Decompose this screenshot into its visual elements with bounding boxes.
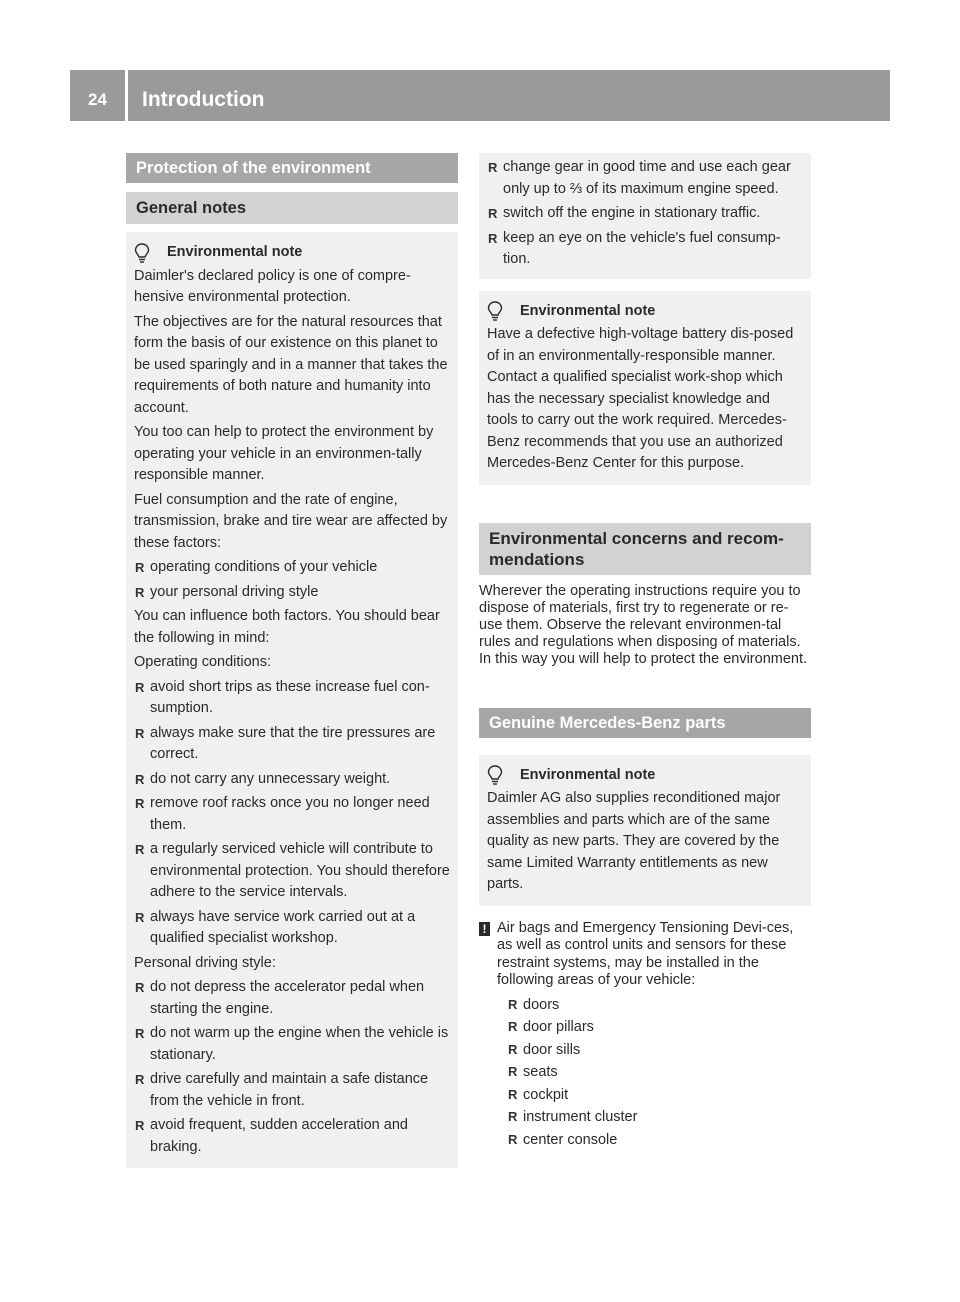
- paragraph: Daimler's declared policy is one of compre-hensive environmental protection.: [134, 267, 411, 305]
- operating-conditions-label: Operating conditions:: [134, 654, 272, 670]
- list-item: R door pillars: [507, 1016, 811, 1039]
- list-item: R keep an eye on the vehicle's fuel consump-tion.: [487, 228, 803, 271]
- list-item: R doors: [507, 994, 811, 1017]
- paragraph: You too can help to protect the environment by operating your vehicle in an environmen-tally responsible manner.: [134, 424, 434, 483]
- left-column: [126, 153, 458, 1168]
- note-label: Environmental note: [520, 766, 656, 783]
- list-item: R avoid frequent, sudden acceleration and braking.: [134, 1115, 450, 1158]
- list-item: R avoid short trips as these increase fuel con-sumption.: [134, 677, 450, 720]
- paragraph: Fuel consumption and the rate of engine, transmission, brake and tire wear are affected by these factors:: [134, 491, 448, 551]
- section-title-genuine-parts: Genuine Mercedes-Benz parts: [479, 708, 811, 738]
- list-item: R door sills: [507, 1039, 811, 1062]
- lightbulb-icon: [487, 301, 503, 321]
- note-heading: [487, 301, 803, 323]
- list-item: R a regularly serviced vehicle will contribute to environmental protection. You should therefore adhere to the service intervals.: [134, 839, 450, 904]
- list-item: R always make sure that the tire pressures are correct.: [134, 723, 450, 766]
- list-item: R center console: [507, 1129, 811, 1152]
- concerns-paragraph: Wherever the operating instructions require you to dispose of materials, first try to regenerate or re-use them. Observe the relevant environmen-tal rules and regulations when disposing of materials. In this way you will help to protect the environment.: [479, 582, 808, 667]
- list-item: R remove roof racks once you no longer need them.: [134, 793, 450, 836]
- note-label: Environmental note: [167, 244, 303, 260]
- list-item: R your personal driving style: [134, 582, 450, 604]
- section-title-environmental-concerns: Environmental concerns and recom-mendations: [479, 523, 811, 575]
- right-column: [479, 153, 811, 1151]
- list-item: R do not carry any unnecessary weight.: [134, 769, 450, 791]
- list-item: R do not depress the accelerator pedal when starting the engine.: [134, 977, 450, 1020]
- subsection-title-general-notes: General notes: [126, 192, 458, 224]
- warning-text: Air bags and Emergency Tensioning Devi-ces, as well as control units and sensors for these restraint systems, may be installed in the following areas of your vehicle:: [497, 919, 794, 988]
- page-header: [70, 70, 890, 121]
- list-item: R cockpit: [507, 1084, 811, 1107]
- list-item: R switch off the engine in stationary traffic.: [487, 203, 803, 225]
- warning-icon: !: [479, 922, 490, 936]
- battery-note-box: [479, 291, 811, 485]
- note-heading: [134, 242, 450, 264]
- warning-block: [479, 920, 811, 1152]
- list-item: R instrument cluster: [507, 1106, 811, 1129]
- lightbulb-icon: [487, 765, 503, 785]
- note-label: Environmental note: [520, 302, 656, 319]
- paragraph: Daimler AG also supplies reconditioned major assemblies and parts which are of the same quality as new parts. They are covered by the same Limited Warranty entitlements as new parts.: [487, 790, 781, 892]
- page-number: 24: [88, 90, 107, 109]
- note-heading: [487, 765, 803, 787]
- driving-style-label: Personal driving style:: [134, 954, 276, 971]
- list-item: R drive carefully and maintain a safe distance from the vehicle in front.: [134, 1069, 450, 1112]
- list-item: R change gear in good time and use each gear only up to ⅔ of its maximum engine speed.: [487, 157, 803, 200]
- list-item: R seats: [507, 1061, 811, 1084]
- paragraph: The objectives are for the natural resources that form the basis of our existence on this planet to be used sparingly and in a manner that takes the requirements of both nature and humanity into account.: [134, 313, 448, 416]
- areas-list: [507, 994, 811, 1152]
- continued-note-box: [479, 153, 811, 279]
- lightbulb-icon: [134, 243, 150, 263]
- list-item: R always have service work carried out at a qualified specialist workshop.: [134, 907, 450, 950]
- chapter-title: Introduction: [142, 88, 265, 111]
- header-divider: [125, 70, 128, 121]
- paragraph: You can influence both factors. You should bear the following in mind:: [134, 608, 440, 646]
- list-item: R do not warm up the engine when the vehicle is stationary.: [134, 1023, 450, 1066]
- parts-note-box: [479, 755, 811, 906]
- environmental-note-box: [126, 232, 458, 1168]
- section-title-protection: Protection of the environment: [126, 153, 458, 183]
- list-item: R operating conditions of your vehicle: [134, 557, 450, 579]
- paragraph: Have a defective high-voltage battery dis-posed of in an environmentally-responsible manner. Contact a qualified specialist work-shop which has the necessary specialist knowledge and tools to carry out the work required. Mercedes-Benz recommends that you use an authorized Mercedes-Benz Center for this purpose.: [487, 326, 794, 471]
